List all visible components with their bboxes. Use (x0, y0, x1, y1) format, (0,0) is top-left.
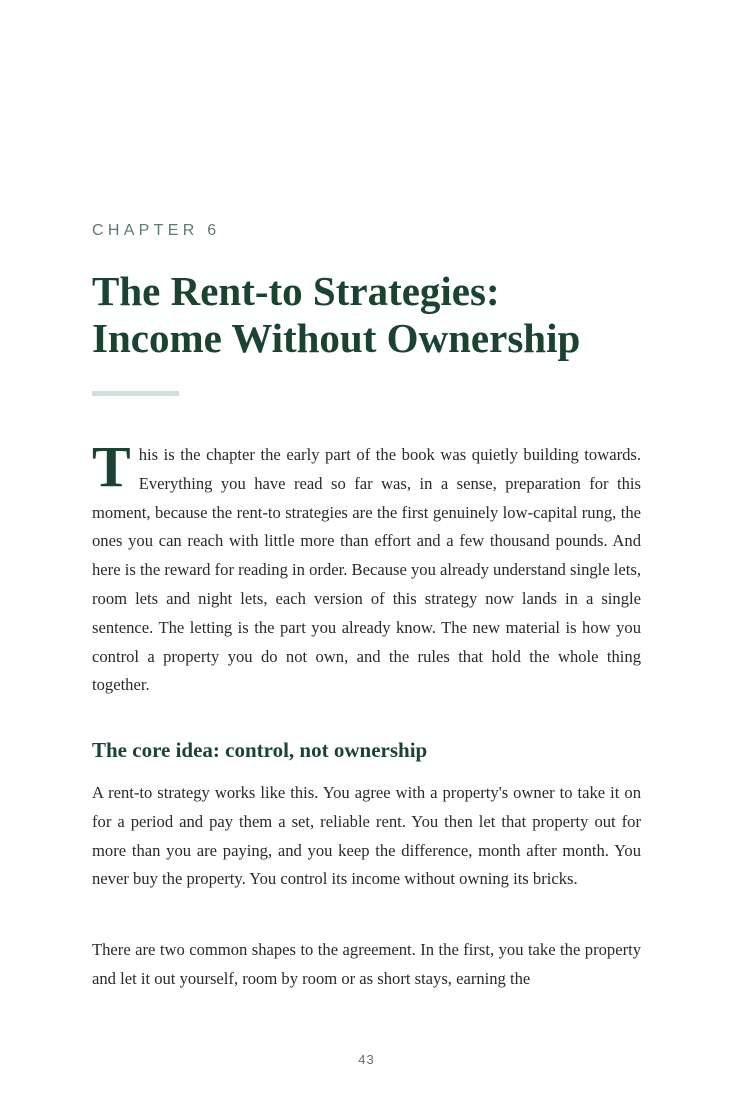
body-paragraph: There are two common shapes to the agreement. In the first, you take the property and let it out yourself, room by room or as short stays, earning the (92, 940, 641, 988)
page-number: 43 (358, 1052, 375, 1067)
intro-text: his is the chapter the early part of the book was quietly building towards. Everything you have read so far was, in a sense, preparation for this moment, because the rent-to strategies are the first genuinely low-capital rung, the ones you can reach with little more than effort and a few thousand pounds. And here is the reward for reading in order. Because you already understand single lets, room lets and night lets, each version of this strategy now lands in a single sentence. The letting is the part you already know. The new material is how you control a property you do not own, and the rules that hold the whole thing together. (92, 445, 641, 695)
chapter-title (92, 268, 652, 362)
title-divider (92, 391, 179, 396)
intro-paragraph (92, 434, 641, 700)
book-page (92, 0, 641, 1104)
chapter-title-line-1: The Rent-to Strategies: (92, 268, 500, 314)
chapter-title-line-2: Income Without Ownership (92, 315, 581, 361)
body-paragraph: A rent-to strategy works like this. You agree with a property's owner to take it on for a period and pay them a set, reliable rent. You then let that property out for more than you are paying, and you keep the difference, month after month. You never buy the property. You control its income without owning its bricks. (92, 783, 641, 889)
section-heading: The core idea: control, not ownership (92, 738, 428, 762)
chapter-label: CHAPTER 6 (92, 222, 221, 239)
drop-cap: T (92, 434, 131, 499)
